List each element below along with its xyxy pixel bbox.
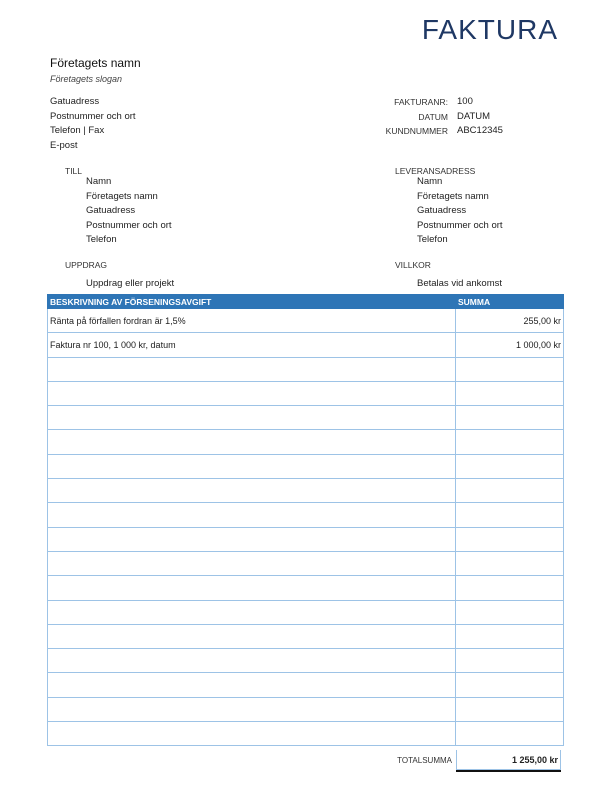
row-amount xyxy=(456,600,564,624)
table-row xyxy=(48,673,564,697)
table-row xyxy=(48,479,564,503)
row-amount: 1 000,00 kr xyxy=(456,333,564,357)
table-row xyxy=(48,624,564,648)
row-description xyxy=(48,576,456,600)
table-row xyxy=(48,333,564,357)
table-row xyxy=(48,527,564,551)
invoice-meta xyxy=(385,95,503,139)
table-row xyxy=(48,697,564,721)
company-slogan: Företagets slogan xyxy=(50,74,123,84)
row-amount xyxy=(456,527,564,551)
row-amount xyxy=(456,479,564,503)
table-row xyxy=(48,649,564,673)
row-amount xyxy=(456,381,564,405)
table-row xyxy=(48,406,564,430)
description-header: BESKRIVNING AV FÖRSENINGSAVGIFT xyxy=(48,295,456,309)
table-row xyxy=(48,357,564,381)
total-underline xyxy=(456,770,561,772)
row-description xyxy=(48,624,456,648)
bill-to-line: Postnummer och ort xyxy=(86,219,172,231)
address-line: Gatuadress xyxy=(50,96,100,107)
bill-to-label: TILL xyxy=(65,166,83,176)
row-amount xyxy=(456,551,564,575)
row-description xyxy=(48,357,456,381)
total-label: TOTALSUMMA xyxy=(397,756,452,765)
row-description xyxy=(48,430,456,454)
row-amount xyxy=(456,624,564,648)
meta-row xyxy=(385,95,503,110)
company-name: Företagets namn xyxy=(50,56,141,70)
table-row xyxy=(48,576,564,600)
meta-value: 100 xyxy=(457,96,473,107)
meta-label: FAKTURANR: xyxy=(394,97,448,107)
row-description xyxy=(48,600,456,624)
bill-to-line: Namn xyxy=(86,176,112,187)
row-description xyxy=(48,697,456,721)
row-description xyxy=(48,649,456,673)
assignment-label: UPPDRAG xyxy=(65,260,108,270)
assignment-value: Uppdrag eller projekt xyxy=(86,278,175,289)
terms-value: Betalas vid ankomst xyxy=(417,278,503,289)
ship-to-label: LEVERANSADRESS xyxy=(395,166,476,176)
row-amount: 255,00 kr xyxy=(456,309,564,333)
row-amount xyxy=(456,454,564,478)
table-row xyxy=(48,381,564,405)
items-table xyxy=(47,294,564,746)
table-row xyxy=(48,309,564,333)
row-description xyxy=(48,551,456,575)
invoice-title: FAKTURA xyxy=(421,14,558,45)
row-description xyxy=(48,406,456,430)
total-value: 1 255,00 kr xyxy=(456,750,561,770)
address-line: Telefon | Fax xyxy=(50,125,105,136)
meta-label: KUNDNUMMER xyxy=(385,126,448,136)
meta-row xyxy=(385,110,503,125)
ship-to-line: Postnummer och ort xyxy=(417,219,503,231)
row-amount xyxy=(456,722,564,746)
meta-row xyxy=(385,124,503,139)
meta-value: DATUM xyxy=(457,110,491,122)
row-amount xyxy=(456,576,564,600)
row-amount xyxy=(456,406,564,430)
row-description xyxy=(48,381,456,405)
company-address xyxy=(50,95,136,153)
address-line: E-post xyxy=(50,139,78,151)
row-amount xyxy=(456,673,564,697)
row-amount xyxy=(456,697,564,721)
row-amount xyxy=(456,503,564,527)
bill-to-block xyxy=(86,175,172,248)
table-header-row xyxy=(48,295,564,309)
ship-to-line: Företagets namn xyxy=(417,190,489,202)
ship-to-line: Namn xyxy=(417,176,443,187)
row-description: Ränta på förfallen fordran är 1,5% xyxy=(48,309,456,333)
row-description xyxy=(48,454,456,478)
table-row xyxy=(48,430,564,454)
bill-to-line: Gatuadress xyxy=(86,205,136,216)
terms-label: VILLKOR xyxy=(395,260,431,270)
table-row xyxy=(48,454,564,478)
table-row xyxy=(48,551,564,575)
row-description xyxy=(48,479,456,503)
ship-to-line: Gatuadress xyxy=(417,205,467,216)
row-description xyxy=(48,503,456,527)
row-description xyxy=(48,673,456,697)
row-amount xyxy=(456,357,564,381)
bill-to-line: Företagets namn xyxy=(86,190,158,202)
row-description xyxy=(48,527,456,551)
amount-header: SUMMA xyxy=(456,295,564,309)
meta-value: ABC12345 xyxy=(457,125,503,136)
row-amount xyxy=(456,649,564,673)
row-description: Faktura nr 100, 1 000 kr, datum xyxy=(48,333,456,357)
table-row xyxy=(48,722,564,746)
table-row xyxy=(48,600,564,624)
meta-label: DATUM xyxy=(418,111,448,122)
ship-to-line: Telefon xyxy=(417,234,448,245)
row-amount xyxy=(456,430,564,454)
ship-to-block xyxy=(417,175,503,248)
row-description xyxy=(48,722,456,746)
bill-to-line: Telefon xyxy=(86,234,117,245)
table-row xyxy=(48,503,564,527)
address-line: Postnummer och ort xyxy=(50,110,136,122)
